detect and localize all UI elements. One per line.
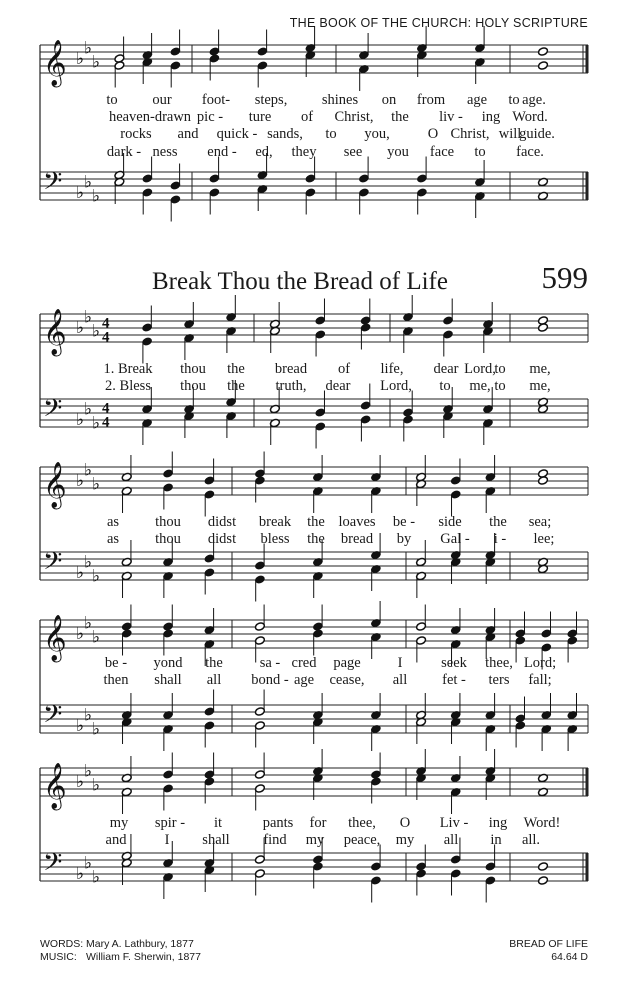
system-1-verse-1-syllable: the — [227, 361, 245, 377]
system-4-verse-1-syllable: Word! — [523, 815, 561, 831]
flat-icon: ♭ — [92, 52, 101, 72]
flat-icon: ♭ — [84, 399, 93, 419]
flat-icon: ♭ — [76, 410, 85, 429]
system-4-verse-2-syllable: peace, — [343, 832, 381, 848]
prev-hymn-line-3-syllable: you, — [364, 126, 390, 142]
time-signature-top: 4 — [102, 315, 110, 332]
system-3-verse-1-syllable: yond — [153, 655, 183, 671]
prev-hymn-line-3-syllable: quick - — [216, 126, 258, 142]
system-1-verse-2-syllable: me, — [469, 378, 491, 394]
flat-icon: ♭ — [92, 627, 101, 647]
flat-icon: ♭ — [76, 772, 85, 791]
system-2-verse-1-syllable: be - — [392, 514, 416, 530]
system-3-verse-2-syllable: ters — [488, 672, 510, 688]
prev-hymn-line-2-syllable: of — [300, 109, 314, 125]
words-label: WORDS: — [40, 938, 84, 950]
flat-icon: ♭ — [76, 563, 85, 582]
flat-icon: ♭ — [92, 867, 101, 887]
flat-icon: ♭ — [84, 460, 93, 480]
system-4-verse-2-syllable: and — [105, 832, 127, 848]
system-4-verse-2-syllable: all. — [521, 832, 541, 848]
flat-icon: ♭ — [92, 775, 101, 795]
system-2-verse-1-syllable: the — [489, 514, 507, 530]
flat-icon: ♭ — [84, 38, 93, 58]
system-2-verse-1-syllable: didst — [207, 514, 237, 530]
system-4-verse-1-syllable: spir - — [154, 815, 186, 831]
music-label: MUSIC: — [40, 951, 77, 963]
flat-icon: ♭ — [92, 566, 101, 586]
prev-hymn-line-4-syllable: ed, — [255, 144, 273, 160]
system-2-verse-2-syllable: lee; — [533, 531, 555, 547]
prev-hymn-line-4-syllable: face. — [516, 144, 544, 160]
system-3-verse-2-syllable: fall; — [528, 672, 552, 688]
whole-note — [537, 47, 548, 57]
final-bar-line — [586, 172, 589, 200]
flat-icon: ♭ — [76, 49, 85, 68]
system-4-verse-2-syllable: shall — [202, 832, 230, 848]
flat-icon: ♭ — [76, 864, 85, 883]
system-3-verse-1-syllable: thee, — [485, 655, 513, 671]
system-3-verse-2-syllable: all — [206, 672, 222, 688]
prev-hymn-line-2-syllable: pic - — [196, 109, 224, 125]
hymn-title: Break Thou the Bread of Life — [152, 268, 448, 295]
system-2-verse-2-syllable: bless — [260, 531, 290, 547]
system-4-verse-2-syllable: find — [263, 832, 287, 848]
final-bar-line — [586, 853, 589, 881]
system-2-verse-2-syllable: Gal - — [440, 531, 470, 547]
system-1-verse-1-syllable: to — [494, 361, 506, 377]
system-1-verse-2-syllable: dear — [325, 378, 351, 394]
flat-icon: ♭ — [84, 853, 93, 873]
system-2-verse-1-syllable: break — [258, 514, 292, 530]
system-2-verse-1-syllable: sea; — [528, 514, 552, 530]
prev-hymn-line-4-syllable: you — [387, 144, 409, 160]
system-3-verse-1-syllable: Lord; — [523, 655, 557, 671]
system-3-verse-2-syllable: bond - — [251, 672, 289, 688]
prev-hymn-line-4-syllable: to — [474, 144, 486, 160]
tune-name: BREAD OF LIFE — [509, 938, 588, 950]
prev-hymn-line-1-syllable: age — [466, 92, 488, 108]
system-2-verse-2-syllable: didst — [207, 531, 237, 547]
system-1-verse-1-syllable: dear — [433, 361, 459, 377]
whole-note — [537, 61, 548, 71]
credits — [40, 938, 201, 964]
system-1-verse-1-syllable: life, — [380, 361, 404, 377]
prev-hymn-line-4-syllable: ness — [152, 144, 178, 160]
prev-hymn-line-1-syllable: to — [508, 92, 520, 108]
words-credit: Mary A. Lathbury, 1877 — [86, 938, 194, 950]
system-3-verse-2-syllable: age — [293, 672, 315, 688]
tune-meter: 64.64 D — [551, 951, 588, 963]
final-bar-line — [586, 768, 589, 796]
prev-hymn-line-1-syllable: foot- — [201, 92, 231, 108]
treble-clef-icon: 𝄞 — [43, 40, 67, 86]
prev-hymn-line-4-syllable: end - — [207, 144, 237, 160]
prev-hymn-line-2-syllable: liv - — [439, 109, 463, 125]
prev-hymn-line-3-syllable: Christ, — [450, 126, 490, 142]
flat-icon: ♭ — [76, 318, 85, 337]
flat-icon: ♭ — [84, 613, 93, 633]
tune-info — [509, 938, 588, 964]
system-4-verse-2-syllable: in — [490, 832, 502, 848]
system-2-verse-2-syllable: the — [307, 531, 325, 547]
system-3-verse-2-syllable: fet - — [442, 672, 466, 688]
prev-hymn-line-2-syllable: ing — [481, 109, 501, 125]
prev-hymn-line-1-syllable: our — [152, 92, 172, 108]
bass-clef-icon: 𝄢 — [43, 394, 63, 429]
system-4-verse-2-syllable: my — [305, 832, 325, 848]
prev-hymn-line-3-syllable: guide. — [519, 126, 555, 142]
system-1-verse-2-syllable: me, — [529, 378, 551, 394]
running-head: THE BOOK OF THE CHURCH: HOLY SCRIPTURE — [289, 16, 588, 30]
prev-hymn-line-3-syllable: to — [325, 126, 337, 142]
system-3-verse-1-syllable: cred — [291, 655, 317, 671]
system-3-verse-2-syllable: shall — [154, 672, 182, 688]
system-4-verse-1-syllable: my — [109, 815, 129, 831]
prev-hymn-line-1-syllable: from — [416, 92, 446, 108]
system-4-verse-2-syllable: all — [443, 832, 459, 848]
flat-icon: ♭ — [84, 761, 93, 781]
music-credit: William F. Sherwin, 1877 — [86, 951, 201, 963]
system-3-verse-1-syllable: seek — [441, 655, 467, 671]
flat-icon: ♭ — [92, 413, 101, 433]
system-3-verse-2-syllable: cease, — [329, 672, 365, 688]
treble-clef-icon: 𝄞 — [43, 309, 67, 355]
treble-clef-icon: 𝄞 — [43, 763, 67, 809]
flat-icon: ♭ — [92, 719, 101, 739]
prev-hymn-line-2-syllable: the — [391, 109, 409, 125]
prev-hymn-line-2-syllable: heaven-drawn — [108, 109, 192, 125]
system-4-verse-1-syllable: pants — [262, 815, 294, 831]
whole-note — [537, 876, 548, 886]
prev-hymn-line-3-syllable: O — [427, 126, 439, 142]
system-1-verse-2-syllable: to — [494, 378, 506, 394]
system-3-verse-1-syllable: I — [397, 655, 403, 671]
treble-clef-icon: 𝄞 — [43, 462, 67, 508]
system-4-verse-1-syllable: ing — [488, 815, 508, 831]
system-2-verse-1-syllable: the — [307, 514, 325, 530]
system-2-verse-1-syllable: as — [106, 514, 120, 530]
prev-hymn-line-1-syllable: steps, — [254, 92, 288, 108]
system-1-verse-1-syllable: thou — [180, 361, 206, 377]
system-1-verse-2-syllable: Lord, — [380, 378, 412, 394]
flat-icon: ♭ — [84, 552, 93, 572]
system-2-verse-1-syllable: side — [438, 514, 462, 530]
system-4-verse-1-syllable: thee, — [348, 815, 376, 831]
system-2-verse-2-syllable: i - — [493, 531, 507, 547]
system-4-verse-1-syllable: for — [309, 815, 327, 831]
flat-icon: ♭ — [84, 705, 93, 725]
treble-clef-icon: 𝄞 — [43, 615, 67, 661]
prev-hymn-line-4-syllable: they — [291, 144, 317, 160]
system-2-verse-1-syllable: loaves — [338, 514, 376, 530]
flat-icon: ♭ — [92, 474, 101, 494]
system-2-verse-1-syllable: thou — [155, 514, 181, 530]
system-3-verse-1-syllable: page — [333, 655, 361, 671]
system-3-verse-2-syllable: then — [103, 672, 129, 688]
prev-hymn-line-1-syllable: to — [106, 92, 118, 108]
time-signature-top: 4 — [102, 400, 110, 417]
system-4-verse-1-syllable: O — [399, 815, 411, 831]
system-3-verse-1-syllable: the — [205, 655, 223, 671]
prev-hymn-line-1-syllable: shines — [321, 92, 359, 108]
whole-note — [537, 323, 548, 333]
system-4-verse-2-syllable: I — [164, 832, 170, 848]
prev-hymn-line-1-syllable: on — [381, 92, 397, 108]
prev-hymn-line-1-syllable: age. — [522, 92, 546, 108]
time-signature-bottom: 4 — [102, 329, 110, 346]
system-2-verse-2-syllable: bread — [340, 531, 374, 547]
hymn-number: 599 — [541, 260, 588, 295]
system-1-verse-1-syllable: of — [337, 361, 351, 377]
system-4-verse-1-syllable: Liv - — [439, 815, 469, 831]
flat-icon: ♭ — [76, 624, 85, 643]
system-1-verse-1-syllable: me, — [529, 361, 551, 377]
prev-hymn-line-4-syllable: see — [343, 144, 363, 160]
prev-hymn-line-4-syllable: dark - — [106, 144, 142, 160]
prev-hymn-line-3-syllable: will — [498, 126, 522, 142]
flat-icon: ♭ — [92, 321, 101, 341]
flat-icon: ♭ — [92, 186, 101, 206]
time-signature-bottom: 4 — [102, 414, 110, 431]
system-3-verse-1-syllable: be - — [104, 655, 128, 671]
system-2-verse-2-syllable: thou — [155, 531, 181, 547]
final-bar-line — [586, 45, 589, 73]
system-2-verse-2-syllable: by — [396, 531, 412, 547]
system-3-verse-1-syllable: sa - — [259, 655, 281, 671]
bass-clef-icon: 𝄢 — [43, 547, 63, 582]
flat-icon: ♭ — [84, 307, 93, 327]
system-4-verse-2-syllable: my — [395, 832, 415, 848]
system-1-verse-2-syllable: thou — [180, 378, 206, 394]
bass-clef-icon: 𝄢 — [43, 167, 63, 202]
system-1-verse-2-syllable: to — [439, 378, 451, 394]
flat-icon: ♭ — [76, 471, 85, 490]
prev-hymn-line-2-syllable: Christ, — [334, 109, 374, 125]
system-3-verse-2-syllable: all — [392, 672, 408, 688]
whole-note — [537, 862, 548, 872]
flat-icon: ♭ — [76, 716, 85, 735]
whole-note — [537, 476, 548, 486]
flat-icon: ♭ — [76, 183, 85, 202]
prev-hymn-line-3-syllable: sands, — [267, 126, 303, 142]
system-1-verse-2-syllable: 2. Bless — [105, 378, 151, 394]
bass-clef-icon: 𝄢 — [43, 848, 63, 883]
system-1-verse-2-syllable: truth, — [275, 378, 307, 394]
prev-hymn-line-2-syllable: Word. — [512, 109, 548, 125]
bass-clef-icon: 𝄢 — [43, 700, 63, 735]
system-2-verse-2-syllable: as — [106, 531, 120, 547]
flat-icon: ♭ — [84, 172, 93, 192]
system-1-verse-1-syllable: bread — [274, 361, 308, 377]
system-4-verse-1-syllable: it — [213, 815, 223, 831]
system-1-verse-2-syllable: the — [227, 378, 245, 394]
prev-hymn-line-3-syllable: and — [177, 126, 199, 142]
prev-hymn-line-4-syllable: face — [429, 144, 455, 160]
prev-hymn-line-2-syllable: ture — [248, 109, 272, 125]
prev-hymn-line-3-syllable: rocks — [120, 126, 152, 142]
system-1-verse-1-syllable: 1. Break — [103, 361, 153, 377]
system-1-verse-1-syllable: Lord, — [464, 361, 496, 377]
